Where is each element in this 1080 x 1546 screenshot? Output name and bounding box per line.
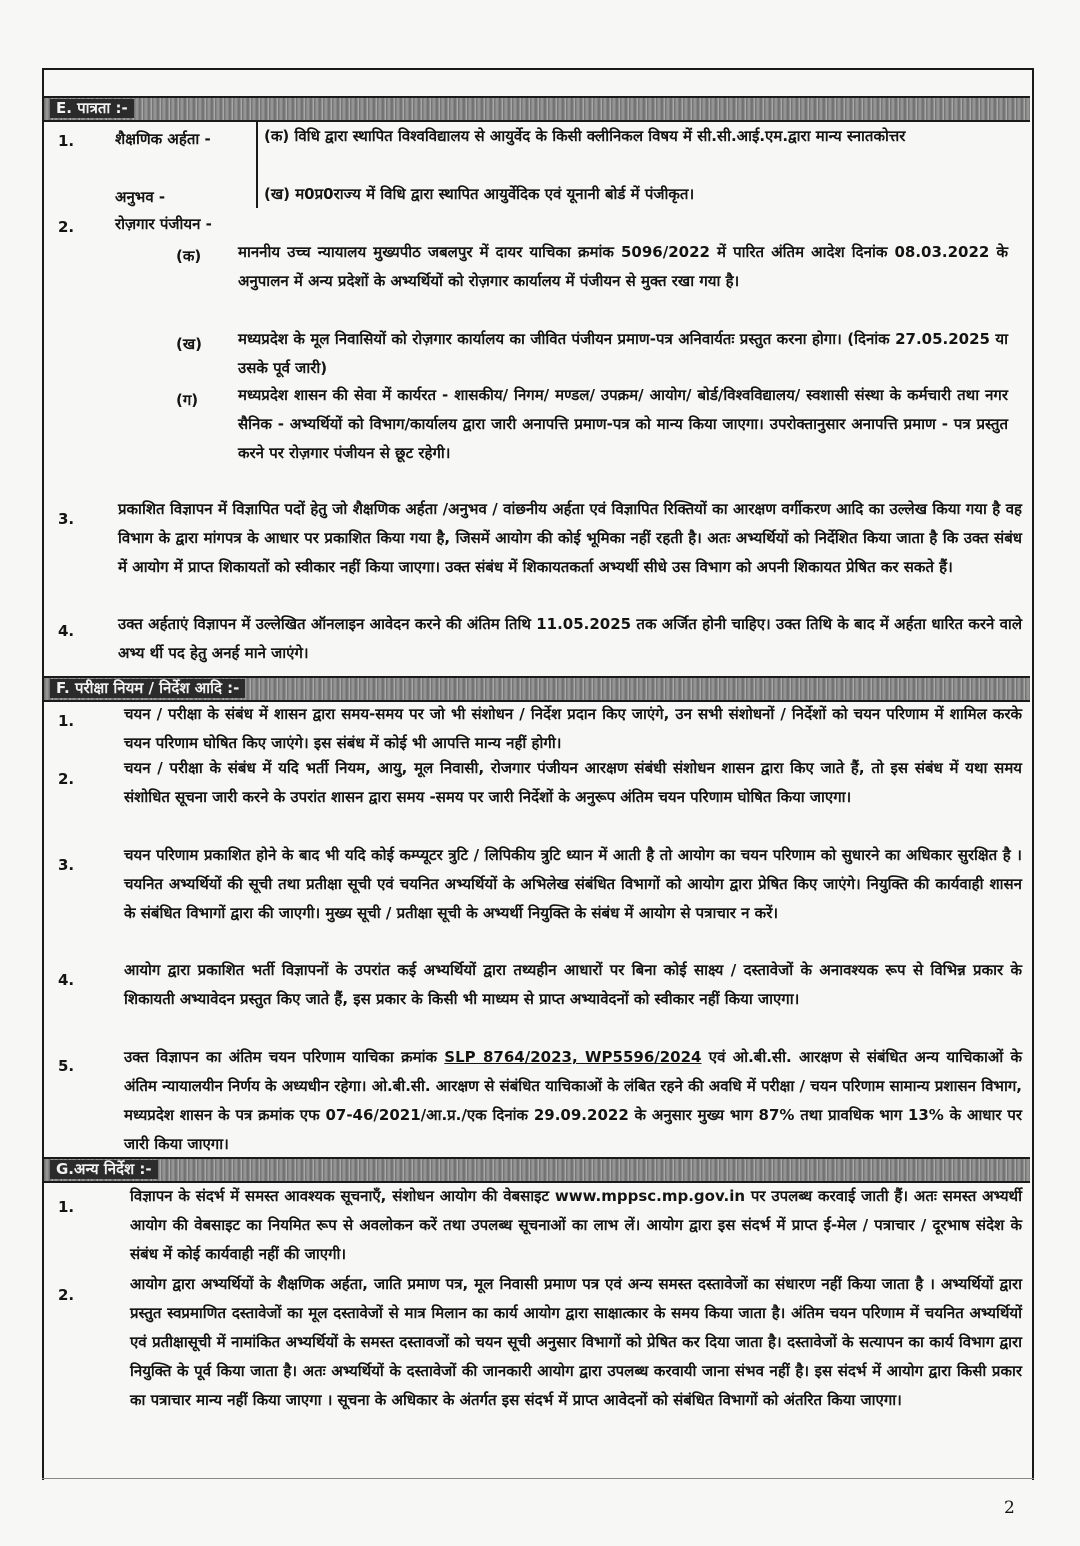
e-education-text: (क) विधि द्वारा स्थापित विश्वविद्यालय से आयुर्वेद के किसी क्लीनिकल विषय में सी.सी.आई.एम.द्वारा मान्य स्नातकोत्तर [264,127,906,145]
e-experience-text: (ख) म0प्र0राज्य में विधि द्वारा स्थापित आयुर्वेदिक एवं यूनानी बोर्ड में पंजीकृत। [264,185,695,203]
section-e-header [44,96,1030,122]
page-number: 2 [1004,1498,1015,1518]
f-item-5-num: 5. [58,1057,75,1075]
g-item-2-text: आयोग द्वारा अभ्यर्थियों के शैक्षणिक अर्हता, जाति प्रमाण पत्र, मूल निवासी प्रमाण पत्र एवं अन्य समस्त दस्तावेजों का संधारण नहीं किया जाता है । अभ्यर्थियों द्वारा प्रस्तुत स्वप्रमाणित दस्तावेजों का मूल दस्तावेजों से मात्र मिलान का कार्य आयोग द्वारा साक्षात्कार के समय किया जाता है। अंतिम चयन परिणाम में चयनित अभ्यर्थियों एवं प्रतीक्षासूची में नामांकित अभ्यर्थियों के समस्त दस्तावजों को चयन सूची अनुसार विभागों को प्रेषित कर दिया जाता है। दस्तावेजों के सत्यापन का कार्य विभाग द्वारा नियुक्ति के पूर्व किया जाता है। अतः अभ्यर्थियों के दस्तावेजों की जानकारी आयोग द्वारा उपलब्ध करवायी जाना संभव नहीं है। इस संदर्भ में आयोग द्वारा किसी प्रकार का पत्राचार मान्य नहीं किया जाएगा । सूचना के अधिकार के अंतर्गत इस संदर्भ में प्राप्त आवेदनों को संबंधित विभागों को अंतरित किया जाएगा। [130,1275,1022,1409]
f-item-2-num: 2. [58,770,75,788]
f-item-4-num: 4. [58,971,75,989]
f-item-1-text: चयन / परीक्षा के संबंध में शासन द्वारा समय-समय पर जो भी संशोधन / निर्देश प्रदान किए जाएंगे, उन सभी संशोधनों / निर्देशों को चयन परिणाम में शामिल करके चयन परिणाम घोषित किए जाएंगे। इस संबंध में कोई भी आपत्ति मान्य नहीं होगी। [124,705,1022,752]
g-item-1-text: विज्ञापन के संदर्भ में समस्त आवश्यक सूचनाएँ, संशोधन आयोग की वेबसाइट www.mppsc.mp.gov.in पर उपलब्ध करवाई जाती हैं। अतः समस्त अभ्यर्थी आयोग की वेबसाइट का नियमित रूप से अवलोकन करें तथा उपलब्ध सूचनाओं का लाभ लें। आयोग द्वारा इस संदर्भ में प्राप्त ई-मेल / पत्राचार / दूरभाष संदेश के संबंध में कोई कार्यवाही नहीं की जाएगी। [130,1187,1022,1263]
f-item-3-text: चयन परिणाम प्रकाशित होने के बाद भी यदि कोई कम्प्यूटर त्रुटि / लिपिकीय त्रुटि ध्यान में आती है तो आयोग का चयन परिणाम को सुधारने का अधिकार सुरक्षित है । चयनित अभ्यर्थियों की सूची तथा प्रतीक्षा सूची एवं चयनित अभ्यर्थियों के अभिलेख संबंधित विभागों को आयोग द्वारा प्रेषित किए जाएंगे। नियुक्ति की कार्यवाही शासन के संबंधित विभागों द्वारा की जाएगी। मुख्य सूची / प्रतीक्षा सूची के अभ्यर्थी नियुक्ति के संबंध में आयोग से पत्राचार न करें। [124,846,1022,922]
section-f-header [44,676,1030,702]
f-item-5-pre: उक्त विज्ञापन का अंतिम चयन परिणाम याचिका क्रमांक [124,1048,445,1066]
e-item-2-num: 2. [58,218,75,236]
e-sub-kha-text: मध्यप्रदेश के मूल निवासियों को रोज़गार कार्यालय का जीवित पंजीयन प्रमाण-पत्र अनिवार्यतः प्रस्तुत करना होगा। (दिनांक 27.05.2025 या उसके पूर्व जारी) [238,330,1008,377]
e-item-1-num: 1. [58,132,75,150]
e-experience-label: अनुभव - [115,188,166,206]
f-item-3-num: 3. [58,856,75,874]
e-item-4-num: 4. [58,622,75,640]
page-frame-bottom [42,1478,1034,1479]
f-item-5-case-numbers: SLP 8764/2023, WP5596/2024 [444,1048,702,1066]
e-employment-label: रोज़गार पंजीयन - [115,215,212,233]
f-item-5-post: एवं ओ.बी.सी. आरक्षण से संबंधित अन्य याचिकाओं के अंतिम न्यायालयीन निर्णय के अध्यधीन रहेगा। ओ.बी.सी. आरक्षण से संबंधित याचिकाओं के लंबित रहने की अवधि में परीक्षा / चयन परिणाम सामान्य प्रशासन विभाग, मध्यप्रदेश शासन के पत्र क्रमांक एफ 07-46/2021/आ.प्र./एक दिनांक 29.09.2022 के अनुसार मुख्य भाग 87% तथा प्रावधिक भाग 13% के आधार पर जारी किया जाएगा। [124,1048,1022,1153]
f-item-2-text: चयन / परीक्षा के संबंध में यदि भर्ती नियम, आयु, मूल निवासी, रोजगार पंजीयन आरक्षण संबंधी संशोधन शासन द्वारा किए जाते हैं, तो इस संबंध में यथा समय संशोधित सूचना जारी करने के उपरांत शासन द्वारा समय -समय पर जारी निर्देशों के अनुरूप अंतिम चयन परिणाम घोषित किया जाएगा। [124,759,1022,806]
e-sub-kha-mark: (ख) [176,335,202,353]
e-education-label: शैक्षणिक अर्हता - [115,130,211,148]
section-f-title: F. परीक्षा नियम / निर्देश आदि :- [50,679,245,698]
section-g-title: G.अन्य निर्देश :- [50,1160,158,1179]
e-sub-ka-mark: (क) [176,247,202,265]
e-item-3-text: प्रकाशित विज्ञापन में विज्ञापित पदों हेतु जो शैक्षणिक अर्हता /अनुभव / वांछनीय अर्हता एवं विज्ञापित रिक्तियों का आरक्षण वर्गीकरण आदि का उल्लेख किया गया है वह विभाग के द्वारा मांगपत्र के आधार पर प्रकाशित किया गया है, जिसमें आयोग की कोई भूमिका नहीं रहती है। अतः अभ्यर्थियों को निर्देशित किया जाता है कि उक्त संबंध में आयोग में प्राप्त शिकायतों को स्वीकार नहीं किया जाएगा। उक्त संबंध में शिकायतकर्ता अभ्यर्थी सीधे उस विभाग को अपनी शिकायत प्रेषित कर सकते हैं। [118,500,1022,576]
g-item-1-num: 1. [58,1198,75,1216]
eligibility-divider [256,122,258,208]
section-g-header [44,1157,1030,1183]
f-item-1-num: 1. [58,712,75,730]
e-sub-ga-mark: (ग) [176,391,199,409]
e-item-4-text: उक्त अर्हताएं विज्ञापन में उल्लेखित ऑनलाइन आवेदन करने की अंतिम तिथि 11.05.2025 तक अर्जित होनी चाहिए। उक्त तिथि के बाद में अर्हता धारित करने वाले अभ्य र्थी पद हेतु अनर्ह माने जाएंगे। [118,615,1022,662]
e-sub-ka-text: माननीय उच्च न्यायालय मुख्यपीठ जबलपुर में दायर याचिका क्रमांक 5096/2022 में पारित अंतिम आदेश दिनांक 08.03.2022 के अनुपालन में अन्य प्रदेशों के अभ्यर्थियों को रोज़गार कार्यालय में पंजीयन से मुक्त रखा गया है। [238,243,1008,290]
f-item-4-text: आयोग द्वारा प्रकाशित भर्ती विज्ञापनों के उपरांत कई अभ्यर्थियों द्वारा तथ्यहीन आधारों पर बिना कोई साक्ष्य / दस्तावेजों के अनावश्यक रूप से विभिन्न प्रकार के शिकायती अभ्यावेदन प्रस्तुत किए जाते हैं, इस प्रकार के किसी भी माध्यम से प्राप्त अभ्यावेदनों को स्वीकार नहीं किया जाएगा। [124,961,1022,1008]
section-e-title: E. पात्रता :- [50,99,134,118]
g-item-2-num: 2. [58,1286,75,1304]
f-item-5-text [124,1043,1022,1159]
e-item-3-num: 3. [58,510,75,528]
e-sub-ga-text: मध्यप्रदेश शासन की सेवा में कार्यरत - शासकीय/ निगम/ मण्डल/ उपक्रम/ आयोग/ बोर्ड/विश्वविद्यालय/ स्वशासी संस्था के कर्मचारी तथा नगर सैनिक - अभ्यर्थियों को विभाग/कार्यालय द्वारा जारी अनापत्ति प्रमाण-पत्र को मान्य किया जाएगा। उपरोक्तानुसार अनापत्ति प्रमाण - पत्र प्रस्तुत करने पर रोज़गार पंजीयन से छूट रहेगी। [238,386,1008,462]
